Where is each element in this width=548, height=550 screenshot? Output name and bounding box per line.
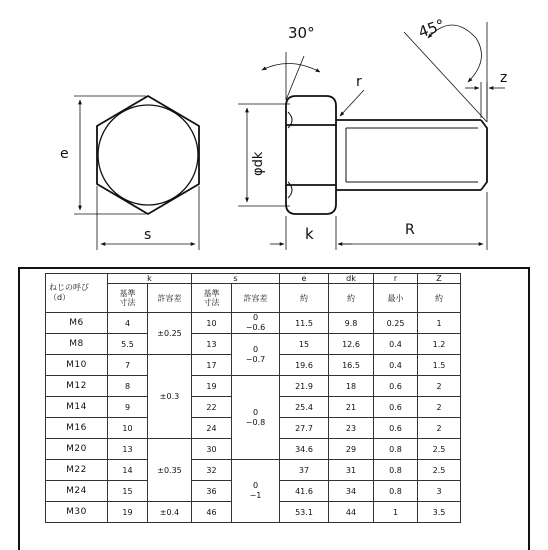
cell-z: 1	[418, 313, 461, 334]
cell-size: M12	[46, 376, 108, 397]
cell-s-tol	[232, 460, 280, 523]
cell-e: 34.6	[280, 439, 329, 460]
cell-k: 4	[108, 313, 148, 334]
label-R: R	[405, 222, 415, 238]
cell-z: 2	[418, 376, 461, 397]
cell-size: M8	[46, 334, 108, 355]
shank-end	[481, 120, 487, 190]
bolt-side-view	[286, 96, 487, 214]
cell-z: 2	[418, 397, 461, 418]
s-tol-lower: −0.8	[245, 417, 266, 427]
header-k: k	[108, 274, 192, 284]
dim-e	[74, 96, 146, 214]
cell-s-tol	[232, 376, 280, 460]
header-e-approx: 約	[280, 284, 329, 313]
cell-k: 7	[108, 355, 148, 376]
frame-left-line	[18, 267, 20, 550]
table-row	[46, 376, 461, 397]
table-row	[46, 313, 461, 334]
cell-e: 25.4	[280, 397, 329, 418]
dim-R	[340, 192, 487, 250]
header-dk-approx: 約	[329, 284, 374, 313]
bolt-spec-table	[45, 273, 461, 523]
cell-r: 1	[374, 502, 418, 523]
table-row	[46, 460, 461, 481]
cell-k: 14	[108, 460, 148, 481]
label-s: s	[144, 227, 152, 243]
header-r: r	[374, 274, 418, 284]
header-s-basic: 基準 寸法	[192, 284, 232, 313]
cell-s: 17	[192, 355, 232, 376]
label-r: r	[356, 74, 362, 90]
cell-r: 0.6	[374, 418, 418, 439]
cell-size: M22	[46, 460, 108, 481]
cell-k-tol: ±0.35	[148, 439, 192, 502]
header-dk: dk	[329, 274, 374, 284]
header-r-min: 最小	[374, 284, 418, 313]
cell-k: 9	[108, 397, 148, 418]
cell-k: 19	[108, 502, 148, 523]
cell-dk: 23	[329, 418, 374, 439]
cell-s-tol	[232, 313, 280, 334]
s-tol-upper: 0	[252, 313, 259, 322]
cell-e: 53.1	[280, 502, 329, 523]
cell-e: 37	[280, 460, 329, 481]
cell-dk: 12.6	[329, 334, 374, 355]
cell-z: 2	[418, 418, 461, 439]
cell-e: 21.9	[280, 376, 329, 397]
s-tol-lower: −0.6	[245, 323, 266, 332]
cell-s: 10	[192, 313, 232, 334]
frame-top-line	[18, 267, 530, 269]
label-dk: φdk	[251, 151, 266, 176]
s-tol-lower: −1	[249, 491, 262, 500]
cell-dk: 18	[329, 376, 374, 397]
cell-dk: 16.5	[329, 355, 374, 376]
cell-k-tol: ±0.3	[148, 355, 192, 439]
cell-k: 13	[108, 439, 148, 460]
cell-r: 0.6	[374, 376, 418, 397]
cell-e: 27.7	[280, 418, 329, 439]
header-row-sub	[46, 284, 461, 313]
cell-r: 0.4	[374, 355, 418, 376]
cell-dk: 34	[329, 481, 374, 502]
dim-angle-45	[404, 22, 487, 122]
header-z-approx: 約	[418, 284, 461, 313]
cell-k: 5.5	[108, 334, 148, 355]
cell-z: 3	[418, 481, 461, 502]
label-k: k	[305, 225, 314, 243]
header-z: Z	[418, 274, 461, 284]
s-tol-upper: 0	[252, 407, 259, 417]
hex-end-view	[97, 96, 199, 214]
cell-dk: 31	[329, 460, 374, 481]
cell-s: 32	[192, 460, 232, 481]
cell-e: 19.6	[280, 355, 329, 376]
s-tol-lower: −0.7	[245, 354, 266, 364]
header-k-basic: 基準 寸法	[108, 284, 148, 313]
cell-r: 0.8	[374, 460, 418, 481]
hexagon-outline	[97, 96, 199, 214]
cell-s: 22	[192, 397, 232, 418]
cell-dk: 21	[329, 397, 374, 418]
cell-size: M30	[46, 502, 108, 523]
dim-angle-30	[262, 52, 320, 100]
head-outline	[286, 96, 336, 214]
cell-s: 30	[192, 439, 232, 460]
cell-size: M16	[46, 418, 108, 439]
cell-e: 15	[280, 334, 329, 355]
label-angle-45: 45°	[415, 15, 448, 42]
header-size: ねじの呼び （d）	[46, 274, 108, 313]
header-k-tol: 許容差	[148, 284, 192, 313]
cell-s: 13	[192, 334, 232, 355]
cell-k-tol: ±0.4	[148, 502, 192, 523]
chamfer-circle	[98, 105, 198, 205]
cell-s: 19	[192, 376, 232, 397]
cell-k: 8	[108, 376, 148, 397]
cell-k-tol: ±0.25	[148, 313, 192, 355]
cell-r: 0.8	[374, 481, 418, 502]
cell-z: 1.5	[418, 355, 461, 376]
cell-size: M6	[46, 313, 108, 334]
s-tol-upper: 0	[252, 344, 259, 354]
cell-s-tol	[232, 334, 280, 376]
cell-s: 36	[192, 481, 232, 502]
label-e: e	[60, 146, 69, 162]
bolt-drawing	[0, 0, 548, 268]
label-z: z	[500, 70, 508, 86]
cell-r: 0.4	[374, 334, 418, 355]
frame-right-line	[528, 267, 530, 550]
cell-z: 2.5	[418, 460, 461, 481]
cell-dk: 9.8	[329, 313, 374, 334]
cell-s: 24	[192, 418, 232, 439]
cell-e: 41.6	[280, 481, 329, 502]
cell-k: 10	[108, 418, 148, 439]
cell-size: M14	[46, 397, 108, 418]
cell-size: M20	[46, 439, 108, 460]
cell-dk: 29	[329, 439, 374, 460]
dim-z	[465, 82, 505, 118]
label-angle-30: 30°	[288, 24, 315, 42]
s-tol-upper: 0	[252, 481, 259, 490]
cell-z: 1.2	[418, 334, 461, 355]
table-row	[46, 334, 461, 355]
cell-r: 0.8	[374, 439, 418, 460]
cell-k: 15	[108, 481, 148, 502]
cell-z: 2.5	[418, 439, 461, 460]
dim-r	[340, 90, 364, 116]
cell-r: 0.25	[374, 313, 418, 334]
header-row-top	[46, 274, 461, 284]
cell-z: 3.5	[418, 502, 461, 523]
cell-s: 46	[192, 502, 232, 523]
cell-size: M24	[46, 481, 108, 502]
header-s: s	[192, 274, 280, 284]
cell-size: M10	[46, 355, 108, 376]
cell-e: 11.5	[280, 313, 329, 334]
header-e: e	[280, 274, 329, 284]
cell-dk: 44	[329, 502, 374, 523]
cell-r: 0.6	[374, 397, 418, 418]
header-s-tol: 許容差	[232, 284, 280, 313]
